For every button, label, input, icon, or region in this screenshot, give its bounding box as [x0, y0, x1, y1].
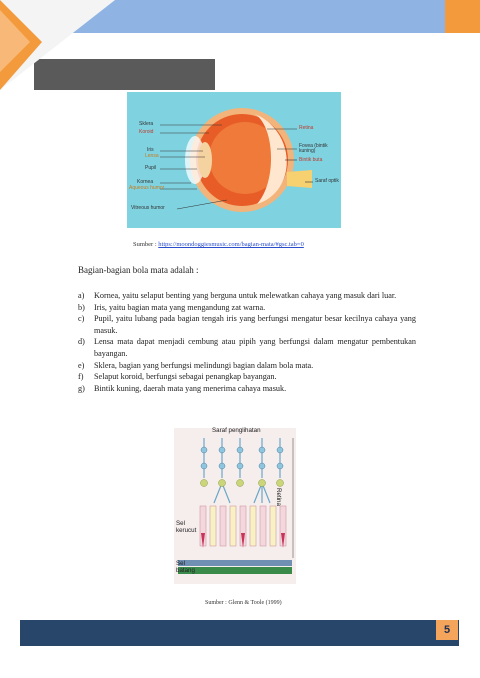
label-fovea: Fovea (bintik kuning) — [299, 143, 328, 154]
list-marker: f) — [78, 372, 84, 382]
retina-figure — [174, 428, 296, 584]
label-iris: Iris — [147, 147, 154, 153]
label-sel-batang: Sel batang — [176, 560, 195, 574]
list-item-text: Bintik kuning, daerah mata yang menerima cahaya masuk. — [94, 383, 287, 393]
list-item-text: Kornea, yaitu selaput benting yang berguna untuk melewatkan cahaya yang masuk dari luar. — [94, 291, 397, 300]
list-marker: d) — [78, 337, 85, 347]
label-kornea: Kornea — [137, 179, 154, 185]
label-retina: Retina — [299, 125, 314, 131]
label-koroid: Koroid — [139, 129, 154, 135]
header-arrow-shapes — [0, 0, 120, 90]
footer-bar — [20, 620, 459, 646]
list-marker: a) — [78, 291, 85, 300]
list-marker: c) — [78, 314, 85, 324]
label-vitreous-humor: Vitreous humor — [131, 205, 165, 211]
label-retina-side: Retina — [275, 488, 282, 506]
list-item-text: Lensa mata dapat menjadi cembung atau pipih yang berfungsi dalam mengatur pembentukan bayangan. — [94, 337, 416, 358]
list-item — [78, 371, 416, 383]
label-lensa: Lensa — [145, 153, 159, 159]
list-marker: g) — [78, 383, 85, 393]
list-item — [78, 360, 416, 372]
retina-figure-caption: Sumber : Glenn & Toole (1999) — [205, 600, 282, 606]
list-item — [78, 336, 416, 359]
caption-prefix: Sumber : — [133, 241, 159, 248]
label-bintik-buta: Bintik buta — [299, 157, 323, 163]
list-item — [78, 313, 416, 336]
label-pupil: Pupil — [145, 165, 157, 171]
list-item-text: Sklera, bagian yang berfungsi melindungi bagian dalam bola mata. — [94, 360, 314, 370]
source-link[interactable]: https://moondoggiesmusic.com/bagian-mata/#gsc.tab=0 — [158, 241, 304, 248]
label-saraf-penglihatan: Saraf penglihatan — [212, 427, 261, 434]
eye-parts-list — [78, 290, 416, 394]
eye-figure-caption — [133, 241, 304, 248]
header-accent-orange — [445, 0, 480, 33]
list-marker: e) — [78, 360, 85, 370]
list-item-text: Pupil, yaitu lubang pada bagian tengah iris yang berfungsi mengatur besar kecilnya cahaya yang masuk. — [94, 314, 416, 335]
list-item — [78, 302, 416, 314]
list-item — [78, 290, 416, 302]
section-intro: Bagian-bagian bola mata adalah : — [78, 265, 199, 275]
eye-anatomy-figure — [127, 92, 341, 228]
label-sel-kerucut: Sel kerucut — [176, 520, 197, 534]
label-sklera: Sklera — [139, 121, 154, 127]
list-item-text: Selaput koroid, berfungsi sebagai penangkap bayangan. — [94, 372, 277, 382]
page-number: 5 — [436, 620, 458, 640]
list-marker: b) — [78, 302, 85, 312]
list-item-text: Iris, yaitu bagian mata yang mengandung zat warna. — [94, 302, 266, 312]
list-item — [78, 383, 416, 395]
label-aqueous-humor: Aqueous humor — [129, 185, 165, 191]
label-saraf-optik: Saraf optik — [315, 178, 339, 184]
